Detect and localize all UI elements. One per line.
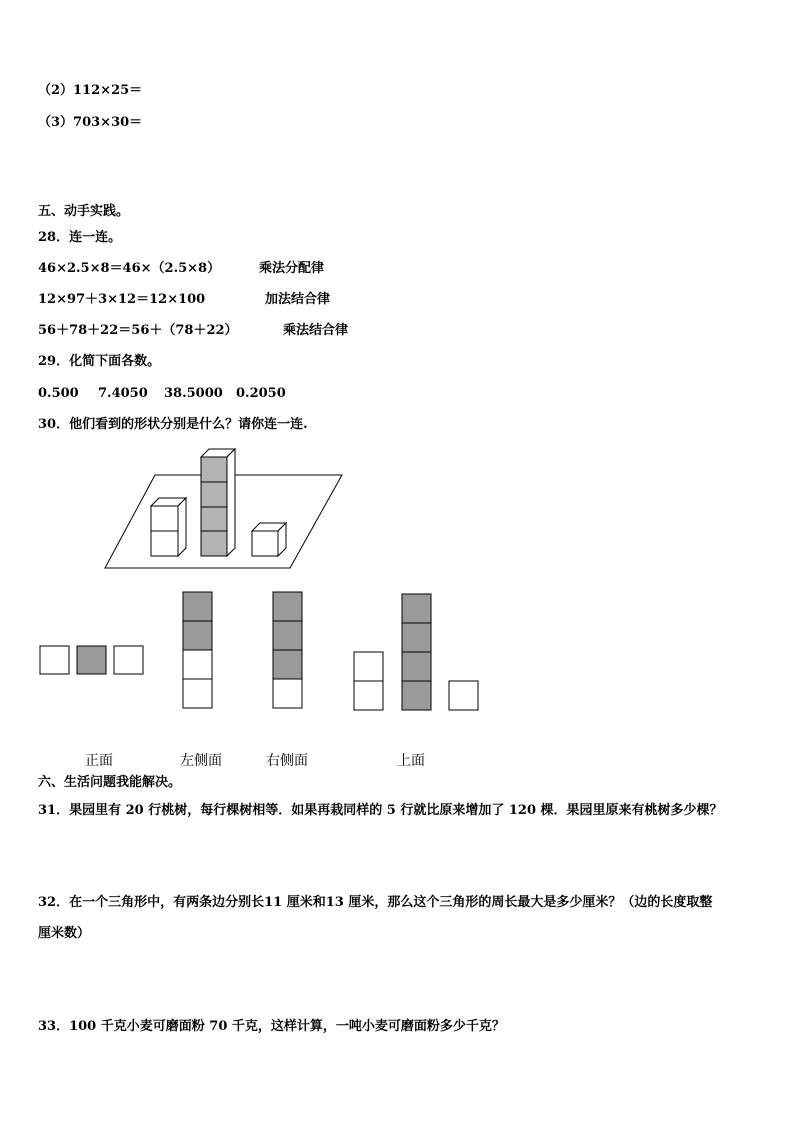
view-option-4 [354,594,478,710]
label-left-view: 左侧面 [180,753,222,769]
number-1: 0.500 [38,386,79,401]
middle-cube-stack [201,449,235,556]
section-5-heading: 五、动手实践。 [38,204,130,219]
view-option-2 [183,592,212,708]
view-option-3 [273,592,302,708]
equation-1: 46×2.5×8＝46×（2.5×8） [38,261,221,276]
right-single-cube [252,523,286,556]
equation-2: 12×97＋3×12＝12×100 [38,292,206,307]
number-2: 7.4050 [98,386,148,401]
label-top-view: 上面 [397,753,425,769]
equation-3: 56＋78＋22＝56＋（78＋22） [38,323,238,338]
number-4: 0.2050 [236,386,286,401]
question-31: 31．果园里有 20 行桃树，每行棵树相等．如果再栽同样的 5 行就比原来增加了 120 棵．果园里原来有桃树多少棵？ [38,803,723,818]
question-3: （3）703×30＝ [38,115,143,130]
question-33: 33．100 千克小麦可磨面粉 70 千克，这样计算，一吨小麦可磨面粉多少千克？ [38,1019,505,1034]
question-29: 29．化简下面各数。 [38,354,161,369]
law-1: 乘法分配律 [259,261,325,276]
section-6-heading: 六、生活问题我能解决。 [38,775,182,790]
question-32-line-1: 32．在一个三角形中，有两条边分别长11 厘米和13 厘米，那么这个三角形的周长最大是多少厘米？（边的长度取整 [38,895,713,910]
number-3: 38.5000 [164,386,223,401]
question-32-line-2: 厘米数） [38,926,91,941]
question-2: （2）112×25＝ [38,83,143,98]
question-30: 30．他们看到的形状分别是什么？请你连一连. [38,417,308,432]
view-option-1 [40,646,143,674]
left-cube-stack [151,498,186,556]
label-right-view: 右侧面 [266,753,308,769]
question-28: 28．连一连。 [38,230,122,245]
label-front-view: 正面 [85,753,113,769]
law-2: 加法结合律 [265,292,331,307]
law-3: 乘法结合律 [283,323,349,338]
